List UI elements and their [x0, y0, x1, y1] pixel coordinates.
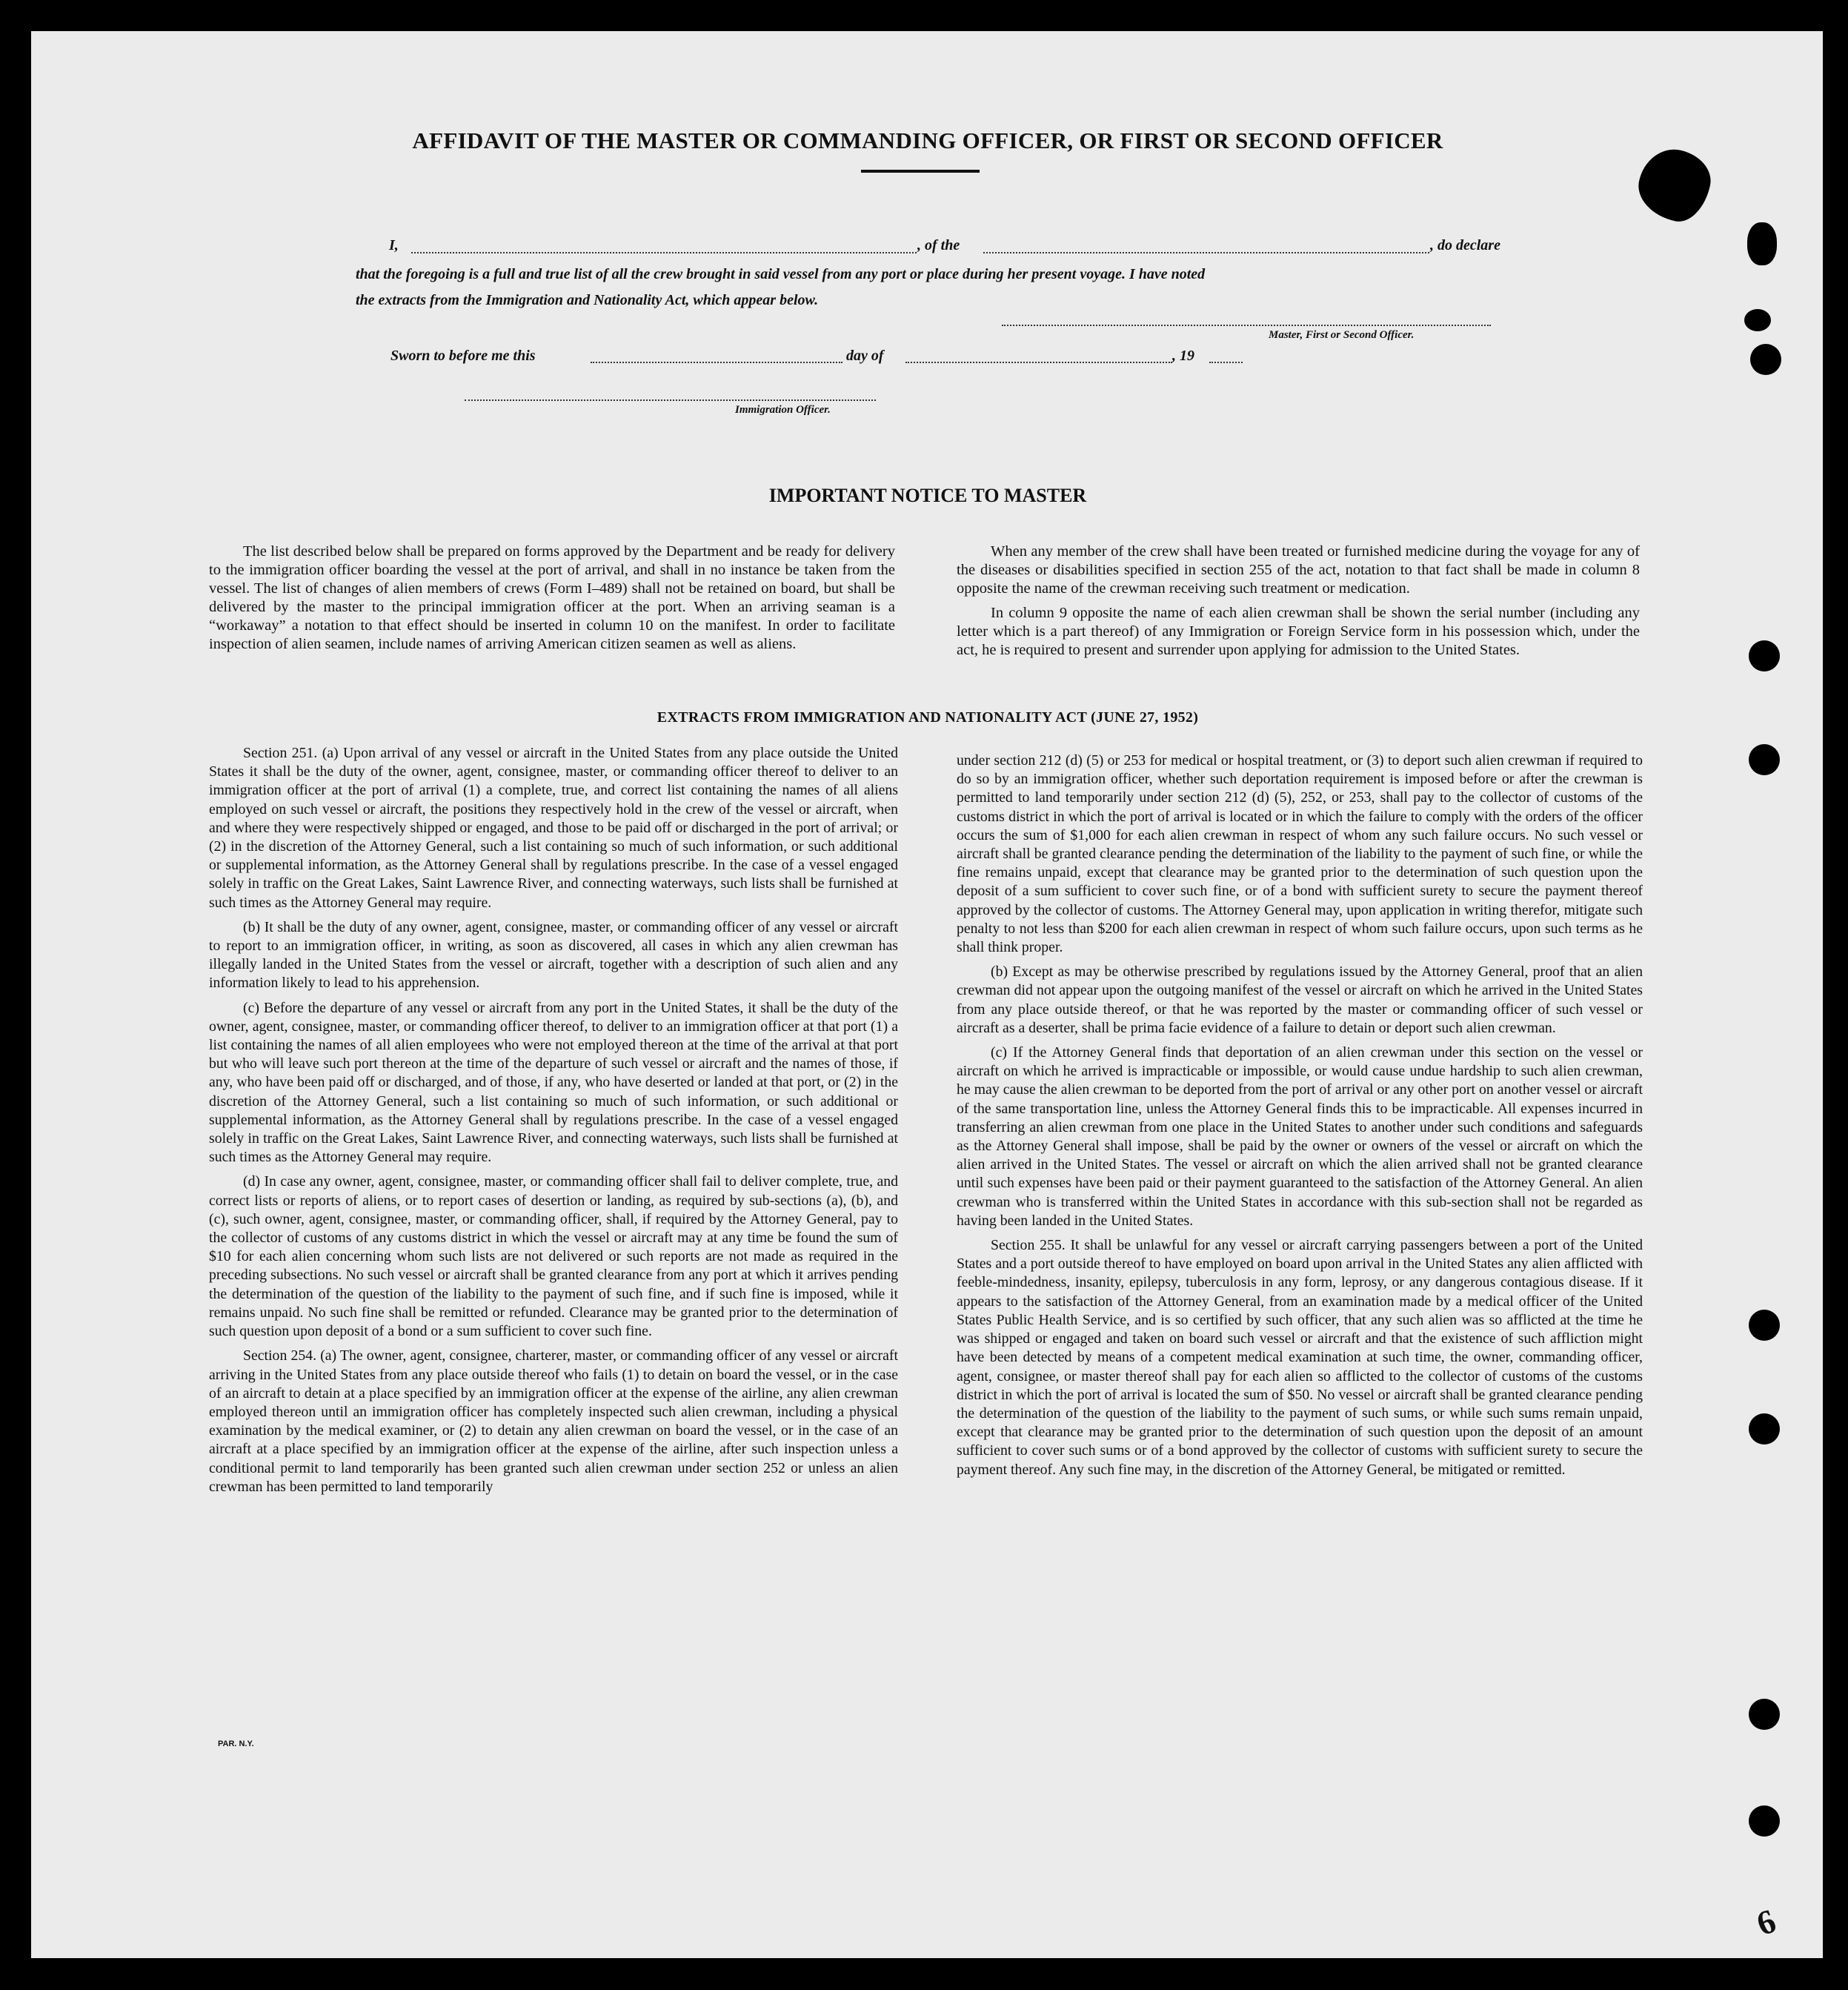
notice-title: IMPORTANT NOTICE TO MASTER [768, 485, 1087, 506]
extract-left-paragraph: (c) Before the departure of any vessel or aircraft from any port in the United States, it shall be the duty of the owner, agent, consignee, master, or commanding officer thereof, to deliver to an immigration officer at that port (1) a list containing the names of all alien employees who were not employed thereon at the time of the arrival at that port but who will leave such port thereon at the time of the departure of such vessel or aircraft and the names of those, if any, who have been paid off or discharged, and of those, if any, who have deserted or landed at that port, or (2) in the discretion of the Attorney General, such a list containing so much of such information, or such additional or supplemental information, as the Attorney General shall by regulations prescribe. In the case of a vessel engaged solely in traffic on the Great Lakes, Saint Lawrence River, and connecting waterways, such lists shall be furnished at such times as the Attorney General may require. [209, 999, 898, 1166]
sworn-day-line[interactable] [591, 362, 842, 363]
extract-left-paragraph: Section 251. (a) Upon arrival of any vessel or aircraft in the United States from any place outside the United States it shall be the duty of the owner, agent, consignee, master, or commanding officer thereof to deliver to an immigration officer at the port of arrival (1) a complete, true, and correct list containing the names of all aliens employed on such vessel or aircraft, the positions they respectively hold in the crew of the vessel or aircraft, when and where they were respectively shipped or engaged, and those to be paid off or discharged in the port of arrival; or (2) in the discretion of the Attorney General, such a list containing so much of such information, or such additional or supplemental information, as the Attorney General shall by regulations prescribe. In the case of a vessel engaged solely in traffic on the Great Lakes, Saint Lawrence River, and connecting waterways, such lists shall be furnished at such times as the Attorney General may require. [209, 745, 898, 911]
master-signature-line[interactable] [1002, 325, 1491, 326]
binder-hole [1749, 1310, 1780, 1341]
notice-right-column [957, 543, 1640, 666]
vessel-name-line[interactable] [983, 252, 1429, 253]
binder-hole-mark [1747, 222, 1777, 265]
printer-mark: PAR. N.Y. [218, 1739, 254, 1748]
binder-hole [1749, 744, 1780, 775]
sworn-month-line[interactable] [905, 362, 1172, 363]
binder-hole [1749, 1805, 1780, 1837]
day-of-label: day of [846, 348, 884, 364]
extract-left-paragraph: Section 254. (a) The owner, agent, consignee, charterer, master, or commanding officer of any vessel or aircraft arriving in the United States from any place outside thereof who fails (1) to detain on board the vessel, or in the case of an aircraft to detain at a place specified by an immigration officer at the expense of the airline, any alien crewman employed thereon until an immigration officer has completely inspected such alien crewman, including a physical examination by the medical examiner, or (2) to detain any alien crewman on board the vessel, or in the case of an aircraft at a place specified by an immigration officer at the expense of the airline, after such inspection unless a conditional permit to land temporarily has been granted such alien crewman under section 252 or unless an alien crewman has been permitted to land temporarily [209, 1347, 898, 1495]
binder-hole [1749, 1699, 1780, 1730]
master-signature-label: Master, First or Second Officer. [1269, 329, 1415, 341]
binder-hole-mark [1744, 309, 1771, 331]
declarant-name-line[interactable] [411, 252, 917, 253]
notice-right-paragraph-2: In column 9 opposite the name of each alien crewman shall be shown the serial number (including any letter which is a part thereof) of any Immigration or Foreign Service form in his possession which, under the act, he is required to present and surrender upon applying for admission to the United States. [957, 605, 1640, 658]
declaration-i-label: I, [389, 237, 399, 253]
extract-right-paragraph: under section 212 (d) (5) or 253 for medical or hospital treatment, or (3) to deport such alien crewman if required to do so by an immigration officer, whether such deportation requirement is imposed before or after the crewman is permitted to land temporarily under section 212 (d) (5), 252, or 253, shall pay to the collector of customs of the customs district in which the port of arrival is located or in which the failure to comply with the orders of the officer occurs the sum of $1,000 for each alien crewman in respect of whom any such failure occurs. No such vessel or aircraft shall be granted clearance pending the determination of the liability to the payment of such fine, or while the fine remains unpaid, except that clearance may be granted prior to the determination of such question upon the deposit of a sum sufficient to cover such fine, or of a bond with sufficient surety to secure the payment thereof approved by the collector of customs. The Attorney General may, upon application in writing therefor, mitigate such penalty to not less than $200 for each alien crewman in respect of whom such failure occurs, upon such terms as he shall think proper. [957, 752, 1643, 956]
notice-right-paragraph-1: When any member of the crew shall have been treated or furnished medicine during the voyage for any of the diseases or disabilities specified in section 255 of the act, notation to that fact shall be made in column 8 opposite the name of the crewman receiving such treatment or medication. [957, 543, 1640, 597]
binder-hole [1749, 640, 1780, 671]
extract-right-paragraph: Section 255. It shall be unlawful for any vessel or aircraft carrying passengers between a port of the United States and a port outside thereof to have employed on board upon arrival in the United States any alien afflicted with feeble-mindedness, insanity, epilepsy, tuberculosis in any form, leprosy, or any dangerous contagious disease. If it appears to the satisfaction of the Attorney General, from an examination made by a medical officer of the United States Public Health Service, and is so certified by such officer, that any such alien was so afflicted at the time he was shipped or engaged and taken on board such vessel or aircraft and that the existence of such affliction might have been detected by means of a competent medical examination at such time, the owner, commanding officer, agent, consignee, or master thereof shall pay for each alien so afflicted to the collector of customs of the customs district in which the port of arrival is located the sum of $50. No vessel or aircraft shall be granted clearance pending the determination of the question of the liability to the payment of such sums, or while such sums remain unpaid, except that clearance may be granted prior to the determination of such question upon the deposit of an amount sufficient to cover such sums or of a bond approved by the collector of customs with sufficient surety to secure the payment thereof. Any such fine may, in the discretion of the Attorney General, be mitigated or remitted. [957, 1237, 1643, 1478]
notice-left-paragraph: The list described below shall be prepared on forms approved by the Department and be ready for delivery to the immigration officer boarding the vessel at the port of arrival, and shall in no instance be taken from the vessel. The list of changes of alien members of crews (Form I–489) shall not be retained on board, but shall be delivered by the master to the principal immigration officer at the port. When an arriving seaman is a “workaway” a notation to that effect should be inserted in column 10 on the manifest. In order to facilitate inspection of alien seamen, include names of arriving American citizen seamen as well as aliens. [209, 543, 895, 652]
scan-edge [1823, 0, 1848, 1990]
extract-left-paragraph: (d) In case any owner, agent, consignee, master, or commanding officer shall fail to deliver complete, true, and correct lists or reports of aliens, or to report cases of desertion or landing, as required by sub-sections (a), (b), and (c), such owner, agent, consignee, master, or commanding officer, shall, if required by the Attorney General, pay to the collector of customs of any customs district in which the vessel or aircraft may at any time be found the sum of $10 for each alien concerning whom such lists are not delivered or such reports are not made as required in the preceding subsections. No such vessel or aircraft shall be granted clearance from any port at which it arrives pending the determination of the question of the liability to the payment of such fine, and if such fine is imposed, while it remains unpaid. No such fine shall be remitted or refunded. Clearance may be granted prior to the determination of such question upon deposit of a bond or a sum sufficient to cover such fine. [209, 1173, 898, 1340]
document-page [31, 31, 1824, 1958]
notice-left-column [209, 543, 895, 660]
extract-right-paragraph: (b) Except as may be otherwise prescribed by regulations issued by the Attorney General, proof that an alien crewman did not appear upon the outgoing manifest of the vessel or aircraft on which he arrived in the United States from any place outside thereof, or that he was reported by the master or commanding officer of such vessel or aircraft as a deserter, shall be prima facie evidence of a failure to detain or deport such alien crewman. [957, 964, 1643, 1036]
ink-blot [1632, 143, 1716, 227]
extracts-right-column [957, 752, 1643, 1485]
sworn-before-label: Sworn to before me this [390, 348, 536, 364]
extract-right-paragraph: (c) If the Attorney General finds that deportation of an alien crewman under this section on the vessel or aircraft on which he arrived is impracticable or impossible, or would cause undue hardship to such alien crewman, he may cause the alien crewman to be deported from the port of arrival or any other port on another vessel or aircraft of the same transportation line, unless the Attorney General finds this to be impracticable. All expenses incurred in transferring an alien crewman from one place in the United States to another under such conditions and safeguards as the Attorney General shall impose, shall be paid by the owner or owners of the vessel or aircraft on which the alien arrived in the United States. The vessel or aircraft on which the alien arrived shall not be granted clearance until such expenses have been paid or their payment guaranteed to the satisfaction of the Attorney General. An alien crewman who is transferred within the United States in accordance with this sub-section shall not be regarded as having been landed in the United States. [957, 1044, 1643, 1229]
affidavit-title: AFFIDAVIT OF THE MASTER OR COMMANDING OFFICER, OR FIRST OR SECOND OFFICER [412, 127, 1443, 153]
immigration-officer-signature-line[interactable] [465, 399, 876, 401]
extract-left-paragraph: (b) It shall be the duty of any owner, agent, consignee, master, or commanding officer of any vessel or aircraft to report to an immigration officer, in writing, as soon as discovered, all cases in which any alien crewman has illegally landed in the United States from the vessel or aircraft, together with a description of such alien and any information likely to lead to his apprehension. [209, 918, 898, 992]
declaration-text-line2: that the foregoing is a full and true list of all the crew brought in said vessel from any port or place during her present voyage. I have noted [356, 266, 1206, 282]
extracts-left-column [209, 744, 898, 1502]
page-number: 6 [1751, 1901, 1781, 1943]
declaration-do-declare-label: , do declare [1430, 237, 1500, 253]
title-underline [861, 170, 980, 173]
binder-hole [1749, 1413, 1780, 1445]
year-prefix-label: , 19 [1172, 348, 1194, 364]
declaration-text-line3: the extracts from the Immigration and Nationality Act, which appear below. [356, 292, 819, 308]
binder-hole [1750, 344, 1781, 375]
extracts-title: EXTRACTS FROM IMMIGRATION AND NATIONALITY ACT (JUNE 27, 1952) [657, 709, 1199, 726]
immigration-officer-label: Immigration Officer. [735, 404, 831, 416]
declaration-of-the-label: , of the [917, 237, 960, 253]
sworn-year-line[interactable] [1209, 362, 1243, 363]
